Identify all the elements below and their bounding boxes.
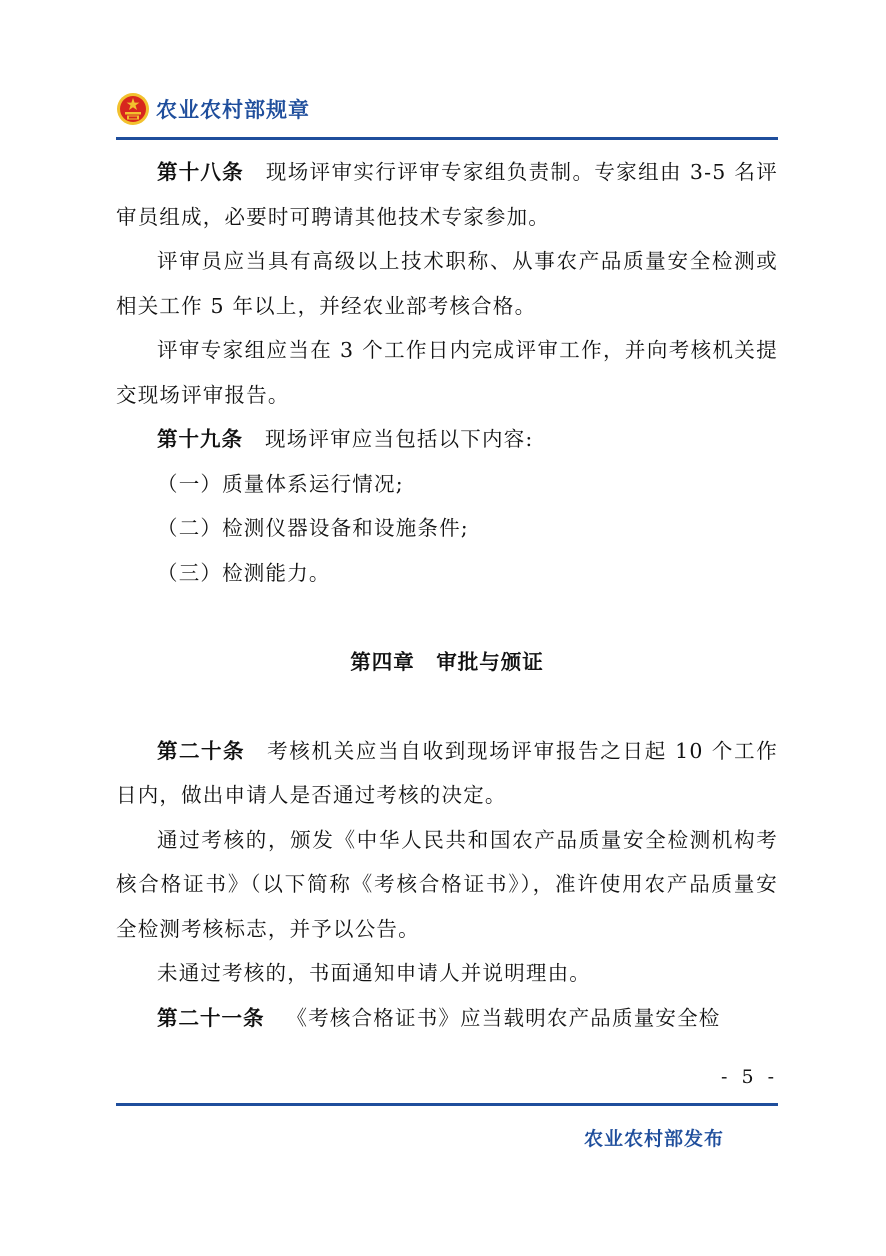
section-spacer	[116, 684, 778, 729]
paragraph-text: 通过考核的，颁发《中华人民共和国农产品质量安全检测机构考核合格证书》（以下简称《考核合格证书》），准许使用农产品质量安全检测考核标志，并予以公告。	[116, 827, 778, 941]
paragraph-text: （二）检测仪器设备和设施条件;	[157, 516, 469, 540]
page-number: - 5 -	[720, 1066, 778, 1088]
article-number: 第十九条	[157, 427, 243, 451]
footer-divider	[116, 1103, 778, 1106]
paragraph-text: 评审专家组应当在 3 个工作日内完成评审工作，并向考核机关提交现场评审报告。	[116, 338, 778, 407]
header-title: 农业农村部规章	[156, 98, 310, 122]
document-body	[116, 150, 778, 1040]
national-emblem-icon	[116, 92, 150, 126]
article-paragraph	[116, 417, 778, 462]
paragraph-text: 未通过考核的，书面通知申请人并说明理由。	[157, 961, 591, 985]
page-header	[116, 88, 310, 130]
paragraph	[116, 551, 778, 596]
article-paragraph	[116, 996, 778, 1041]
paragraph	[116, 239, 778, 328]
header-divider	[116, 137, 778, 140]
article-paragraph	[116, 729, 778, 818]
paragraph	[116, 328, 778, 417]
article-paragraph	[116, 150, 778, 239]
paragraph-text: （一）质量体系运行情况;	[157, 471, 404, 496]
article-number: 第二十一条	[157, 1005, 265, 1030]
article-number: 第十八条	[157, 160, 244, 184]
paragraph	[116, 462, 778, 507]
paragraph-text: 考核机关应当自收到现场评审报告之日起 10 个工作日内，做出申请人是否通过考核的决定。	[116, 738, 778, 807]
footer-publisher: 农业农村部发布	[583, 1128, 724, 1150]
paragraph	[116, 951, 778, 996]
article-number: 第二十条	[157, 738, 246, 763]
paragraph-text: 《考核合格证书》应当载明农产品质量安全检	[286, 1005, 721, 1030]
paragraph-text: （三）检测能力。	[157, 560, 331, 585]
paragraph	[116, 818, 778, 952]
paragraph-text: 现场评审应当包括以下内容:	[265, 427, 534, 451]
section-spacer	[116, 595, 778, 640]
paragraph-text: 评审员应当具有高级以上技术职称、从事农产品质量安全检测或相关工作 5 年以上，并经农业部考核合格。	[116, 249, 778, 318]
chapter-heading: 第四章 审批与颁证	[350, 649, 544, 674]
paragraph-text: 现场评审实行评审专家组负责制。专家组由 3-5 名评审员组成，必要时可聘请其他技术专家参加。	[116, 160, 778, 229]
paragraph	[116, 506, 778, 551]
